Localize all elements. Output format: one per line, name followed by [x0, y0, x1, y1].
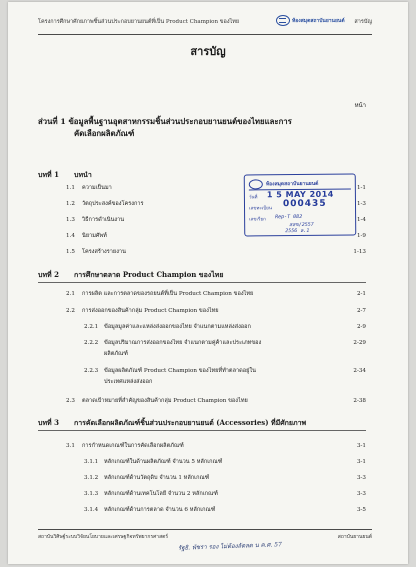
- entry-page: 1-4: [356, 217, 366, 223]
- entry-page: 1-1: [356, 185, 366, 191]
- entry-text-continued: ประเทศแหล่งส่งออก: [104, 379, 153, 385]
- entry-page: 3-3: [356, 491, 366, 497]
- stamp-note: สสข/2557: [289, 221, 314, 229]
- entry-number: 1.5: [66, 249, 75, 255]
- entry-page: 2-9: [356, 324, 366, 330]
- entry-number: 1.2: [66, 201, 75, 207]
- chapter-title: การคัดเลือกผลิตภัณฑ์ชิ้นส่วนประกอบยานยนต์ (Accessories) ที่มีศักยภาพ: [74, 418, 307, 427]
- chapter-title: การศึกษาตลาด Product Champion ของไทย: [74, 270, 224, 279]
- entry-page: 2-38: [353, 398, 366, 404]
- chapter-heading: [38, 270, 366, 283]
- page-column-label: หน้า: [354, 102, 366, 109]
- header-logo: [276, 15, 345, 26]
- entry-page: 2-34: [353, 368, 366, 374]
- entry-page: 3-5: [356, 507, 366, 513]
- entry-number: 3.1.4: [84, 507, 99, 513]
- page-footer: [38, 529, 372, 540]
- entry-page: 1-9: [356, 233, 366, 239]
- stamp-header: [249, 178, 351, 191]
- entry-number: 2.1: [66, 291, 75, 297]
- entry-text: หลักเกณฑ์ในด้านผลิตภัณฑ์ จำนวน 5 หลักเกณฑ์: [104, 459, 223, 465]
- entry-page: 1-3: [356, 201, 366, 207]
- part-title: [38, 116, 298, 140]
- entry-text: ข้อมูลมูลค่าและแหล่งส่งออกของไทย จำแนกตามแหล่งส่งออก: [104, 324, 251, 330]
- entry-text: หลักเกณฑ์ด้านเทคโนโลยี จำนวน 2 หลักเกณฑ์: [104, 491, 218, 497]
- chapter-number: บทที่ 3: [38, 418, 59, 427]
- entry-text: หลักเกณฑ์ด้านวัตถุดิบ จำนวน 1 หลักเกณฑ์: [104, 475, 210, 481]
- library-stamp: [244, 174, 357, 237]
- entry-text: ตลาดเป้าหมายที่สำคัญของสินค้ากลุ่ม Product Champion ของไทย: [82, 398, 248, 404]
- entry-number: 1.4: [66, 233, 75, 239]
- entry-text: หลักเกณฑ์ด้านการตลาด จำนวน 6 หลักเกณฑ์: [104, 507, 216, 513]
- part-title-line2: คัดเลือกผลิตภัณฑ์: [74, 129, 135, 138]
- entry-page: 1-13: [353, 249, 366, 255]
- entry-number: 2.3: [66, 398, 75, 404]
- entry-text-continued: ผลิตภัณฑ์: [104, 351, 128, 357]
- entry-number: 3.1.1: [84, 459, 99, 465]
- header-logo-text: ห้องสมุดสถาบันยานยนต์: [292, 17, 345, 24]
- chapter-title: บทนำ: [74, 170, 92, 179]
- stamp-note: 2556 ล.1: [285, 227, 310, 235]
- stamp-date: 1 5 MAY 2014: [266, 189, 334, 200]
- entry-page: 3-3: [356, 475, 366, 481]
- entry-text: นิยามศัพท์: [82, 233, 107, 239]
- library-logo-icon: [249, 179, 263, 189]
- stamp-call-no: Rep-T 082: [275, 213, 303, 221]
- entry-page: 3-1: [356, 459, 366, 465]
- footer-left: สถาบันวิศิษฐ์ระบบวิจัยนโยบายและเศรษฐกิจทรัพยากรศาสตร์: [38, 534, 169, 540]
- chapter-heading: [38, 418, 366, 431]
- entry-number: 1.1: [66, 185, 75, 191]
- entry-number: 2.2.1: [84, 324, 99, 330]
- entry-text: โครงสร้างรายงาน: [82, 249, 126, 255]
- part-title-line1: ส่วนที่ 1 ข้อมูลพื้นฐานอุตสาหกรรมชิ้นส่วนประกอบยานยนต์ของไทยและการ: [38, 117, 292, 126]
- chapter-number: บทที่ 1: [38, 170, 59, 179]
- library-logo-icon: [276, 15, 290, 26]
- header-title: โครงการศึกษาศักยภาพชิ้นส่วนประกอบยานยนต์ที่เป็น Product Champion ของไทย: [38, 19, 240, 25]
- footer-right: สถาบันยานยนต์: [337, 534, 372, 540]
- page-header: [38, 12, 372, 35]
- entry-text: ข้อมูลปริมาณการส่งออกของไทย จำแนกตามคู่ค้าและประเภทของ: [104, 340, 262, 346]
- entry-number: 2.2: [66, 308, 75, 314]
- entry-number: 2.2.3: [84, 368, 99, 374]
- stamp-call-label: เลขเรียก: [249, 217, 266, 223]
- entry-text: การกำหนดเกณฑ์ในการคัดเลือกผลิตภัณฑ์: [82, 443, 184, 449]
- entry-number: 3.1.3: [84, 491, 99, 497]
- stamp-reg-label: เลขทะเบียน: [249, 206, 272, 212]
- entry-number: 1.3: [66, 217, 75, 223]
- entry-text: วิธีการดำเนินงาน: [82, 217, 125, 223]
- entry-page: 2-29: [353, 340, 366, 346]
- entry-text: การผลิต และการตลาดของรถยนต์ที่เป็น Product Champion ของไทย: [82, 291, 254, 297]
- entry-text: ความเป็นมา: [82, 185, 112, 191]
- handwritten-signature: รัฐธิ. พัชรา รอง ไม่ต้องลัดลด น ค.ศ. 57: [177, 541, 282, 552]
- entry-number: 3.1: [66, 443, 75, 449]
- entry-page: 2-7: [356, 308, 366, 314]
- stamp-reg-no: 000435: [282, 198, 327, 210]
- stamp-date-label: วันที่: [248, 195, 258, 201]
- entry-number: 3.1.2: [84, 475, 99, 481]
- entry-page: 2-1: [356, 291, 366, 297]
- chapter-number: บทที่ 2: [38, 270, 59, 279]
- entry-text: วัตถุประสงค์ของโครงการ: [82, 201, 144, 207]
- entry-text: การส่งออกของสินค้ากลุ่ม Product Champion ของไทย: [82, 308, 219, 314]
- entry-number: 2.2.2: [84, 340, 99, 346]
- doc-title: สารบัญ: [190, 45, 226, 58]
- stamp-name: ห้องสมุดสถาบันยานยนต์: [265, 180, 319, 187]
- header-section: สารบัญ: [354, 19, 372, 25]
- entry-text: ข้อมูลผลิตภัณฑ์ Product Champion ของไทยที่ทำตลาดอยู่ใน: [104, 368, 256, 374]
- entry-page: 3-1: [356, 443, 366, 449]
- document-page: [8, 2, 408, 564]
